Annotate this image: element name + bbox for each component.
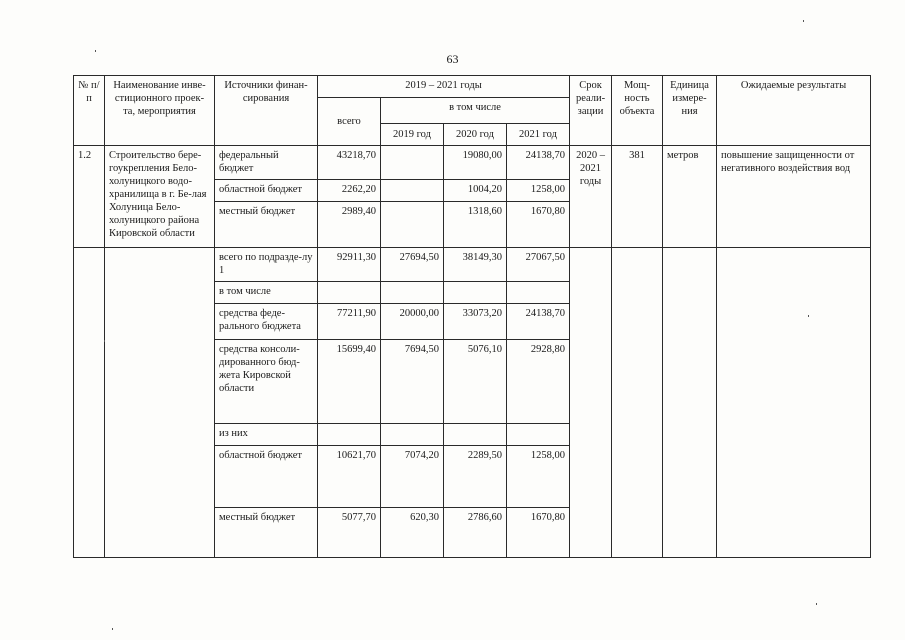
header-including: в том числе: [381, 98, 570, 124]
row-2020: [444, 424, 507, 446]
row-source: в том числе: [215, 282, 318, 304]
row-2021: [507, 424, 570, 446]
row-2021: 1670,80: [507, 202, 570, 248]
row-2020: 5076,10: [444, 340, 507, 424]
row-2021: 27067,50: [507, 248, 570, 282]
row-2021: 24138,70: [507, 304, 570, 340]
header-name: Наименование инве-стиционного проек-та, мероприятия: [105, 76, 215, 146]
row-2020: 1004,20: [444, 180, 507, 202]
row-2020: 33073,20: [444, 304, 507, 340]
row-source: средства консоли-дированного бюд-жета Кировской области: [215, 340, 318, 424]
row-2021: [507, 282, 570, 304]
row-2019: 7694,50: [381, 340, 444, 424]
scan-speck: [112, 628, 113, 630]
scan-speck: [808, 315, 809, 317]
row-total: [318, 424, 381, 446]
summary-capacity-empty: [612, 248, 663, 558]
row-total: 5077,70: [318, 508, 381, 558]
row-2020: 19080,00: [444, 146, 507, 180]
row-2020: 2786,60: [444, 508, 507, 558]
row-total: [318, 282, 381, 304]
summary-num-empty: [74, 248, 105, 558]
row-total: 2989,40: [318, 202, 381, 248]
summary-term-empty: [570, 248, 612, 558]
row-2020: 2289,50: [444, 446, 507, 508]
row-2021: 1258,00: [507, 446, 570, 508]
row-2019: [381, 282, 444, 304]
summary-name-empty: [105, 248, 215, 558]
investment-table: [73, 75, 871, 558]
row-source: областной бюджет: [215, 180, 318, 202]
table-row: [74, 248, 871, 282]
row-total: 77211,90: [318, 304, 381, 340]
row-2019: [381, 202, 444, 248]
project-result: повышение защищенности от негативного воздействия вод: [717, 146, 871, 248]
header-source: Источники финан-сирования: [215, 76, 318, 146]
table-row: [74, 146, 871, 180]
summary-unit-empty: [663, 248, 717, 558]
header-2019: 2019 год: [381, 124, 444, 146]
scan-speck: [816, 603, 817, 605]
header-2021: 2021 год: [507, 124, 570, 146]
row-total: 10621,70: [318, 446, 381, 508]
row-2019: [381, 180, 444, 202]
row-source: областной бюджет: [215, 446, 318, 508]
row-2020: 38149,30: [444, 248, 507, 282]
row-2019: 20000,00: [381, 304, 444, 340]
header-total: всего: [318, 98, 381, 146]
page-number: 63: [446, 52, 459, 66]
row-total: 92911,30: [318, 248, 381, 282]
row-2019: 7074,20: [381, 446, 444, 508]
scan-speck: [95, 50, 96, 52]
row-2019: [381, 424, 444, 446]
row-source: местный бюджет: [215, 508, 318, 558]
header-results: Ожидаемые результаты: [717, 76, 871, 146]
row-2020: 1318,60: [444, 202, 507, 248]
header-term: Срок реали-зации: [570, 76, 612, 146]
row-source: из них: [215, 424, 318, 446]
row-source: средства феде-рального бюджета: [215, 304, 318, 340]
row-2019: 27694,50: [381, 248, 444, 282]
project-term: 2020 – 2021 годы: [570, 146, 612, 248]
row-2021: 1670,80: [507, 508, 570, 558]
scan-speck: [803, 20, 804, 22]
row-2019: 620,30: [381, 508, 444, 558]
row-2019: [381, 146, 444, 180]
header-period: 2019 – 2021 годы: [318, 76, 570, 98]
project-num: 1.2: [74, 146, 105, 248]
row-total: 2262,20: [318, 180, 381, 202]
row-total: 15699,40: [318, 340, 381, 424]
header-capacity: Мощ-ность объекта: [612, 76, 663, 146]
scan-speck: [104, 340, 105, 342]
row-2021: 2928,80: [507, 340, 570, 424]
header-unit: Единица измере-ния: [663, 76, 717, 146]
row-total: 43218,70: [318, 146, 381, 180]
row-source: всего по подразде-лу 1: [215, 248, 318, 282]
row-source: федеральный бюджет: [215, 146, 318, 180]
header-2020: 2020 год: [444, 124, 507, 146]
row-2020: [444, 282, 507, 304]
project-unit: метров: [663, 146, 717, 248]
row-source: местный бюджет: [215, 202, 318, 248]
header-num: № п/п: [74, 76, 105, 146]
row-2021: 24138,70: [507, 146, 570, 180]
summary-result-empty: [717, 248, 871, 558]
row-2021: 1258,00: [507, 180, 570, 202]
project-name: Строительство бере-гоукрепления Бело-холуницкого водо-хранилища в г. Бе-лая Холуница Бело-холуницкого района Кировской области: [105, 146, 215, 248]
project-capacity: 381: [612, 146, 663, 248]
